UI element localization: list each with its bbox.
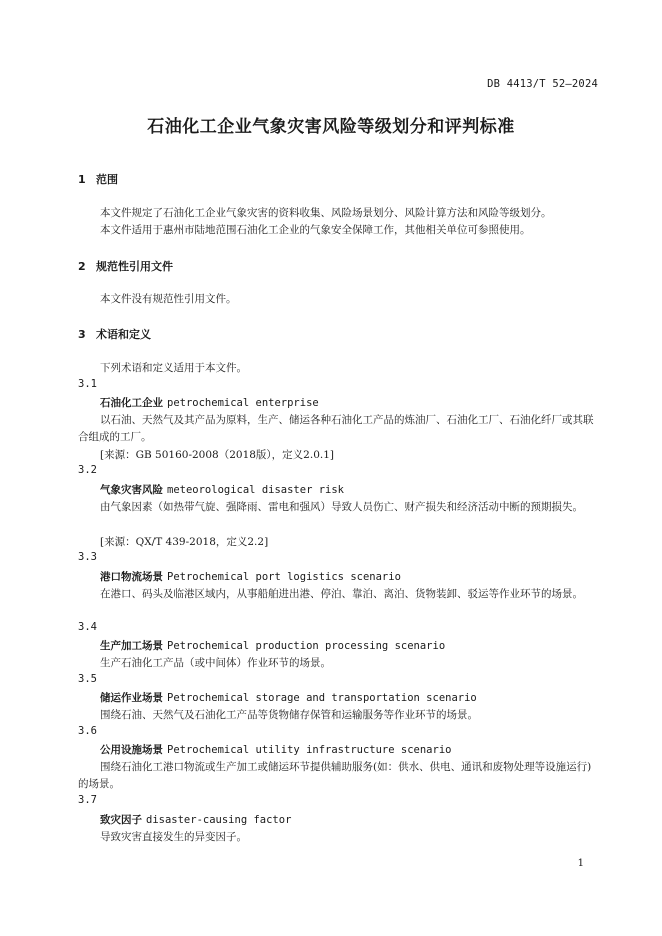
- section-number: 2: [78, 260, 86, 273]
- term-en: Petrochemical utility infrastructure scenario: [167, 744, 452, 756]
- term-definition: 由气象因素（如热带气旋、强降雨、雷电和强风）导致人员伤亡、财产损失和经济活动中断的预期损失。: [100, 501, 583, 513]
- section-1-heading: [78, 171, 118, 187]
- term-definition: 围绕石油、天然气及石油化工产品等货物储存保管和运输服务等作业环节的场景。: [100, 709, 478, 721]
- document-id: DB 4413/T 52—2024: [487, 78, 598, 90]
- term-zh: 致灾因子: [100, 814, 142, 826]
- paragraph: 本文件规定了石油化工企业气象灾害的资料收集、风险场景划分、风险计算方法和风险等级划分。: [100, 207, 552, 219]
- term-en: Petrochemical storage and transportation scenario: [167, 692, 477, 704]
- term-number: 3.2: [78, 464, 97, 476]
- term-heading: [100, 395, 319, 410]
- term-definition: 以石油、天然气及其产品为原料，生产、储运各种石油化工产品的炼油厂、石油化工厂、石油化纤厂或其联合组成的工厂。: [78, 414, 594, 443]
- term-definition: 在港口、码头及临港区域内，从事船舶进出港、停泊、靠泊、离泊、货物装卸、驳运等作业环节的场景。: [100, 588, 583, 600]
- section-title: 范围: [96, 173, 118, 186]
- term-zh: 石油化工企业: [100, 397, 163, 409]
- term-source: [来源：QX/T 439-2018，定义2.2]: [100, 536, 269, 548]
- section-2-heading: [78, 258, 173, 274]
- term-heading: [100, 569, 401, 584]
- term-heading: [100, 812, 291, 827]
- paragraph: 下列术语和定义适用于本文件。: [100, 362, 247, 374]
- term-en: Petrochemical port logistics scenario: [167, 571, 401, 583]
- term-en: meteorological disaster risk: [167, 484, 345, 496]
- term-zh: 生产加工场景: [100, 640, 163, 652]
- term-zh: 港口物流场景: [100, 571, 163, 583]
- term-heading: [100, 690, 477, 705]
- term-zh: 气象灾害风险: [100, 484, 163, 496]
- section-3-heading: [78, 326, 151, 342]
- section-number: 3: [78, 328, 86, 341]
- section-title: 规范性引用文件: [96, 260, 173, 273]
- term-number: 3.5: [78, 673, 97, 685]
- term-heading: [100, 742, 451, 757]
- paragraph: 本文件适用于惠州市陆地范围石油化工企业的气象安全保障工作，其他相关单位可参照使用。: [100, 224, 531, 236]
- term-en: Petrochemical production processing scenario: [167, 640, 446, 652]
- term-number: 3.4: [78, 621, 97, 633]
- term-zh: 公用设施场景: [100, 744, 163, 756]
- term-source: [来源：GB 50160-2008（2018版），定义2.0.1]: [100, 449, 334, 461]
- term-number: 3.1: [78, 378, 97, 390]
- page-number: 1: [577, 858, 584, 869]
- term-zh: 储运作业场景: [100, 692, 163, 704]
- term-definition: 导致灾害直接发生的异变因子。: [100, 831, 247, 843]
- paragraph: 本文件没有规范性引用文件。: [100, 293, 237, 305]
- term-en: petrochemical enterprise: [167, 397, 319, 409]
- term-en: disaster-causing factor: [146, 814, 292, 826]
- document-title: 石油化工企业气象灾害风险等级划分和评判标准: [147, 117, 515, 137]
- term-number: 3.3: [78, 551, 97, 563]
- term-number: 3.7: [78, 794, 97, 806]
- section-title: 术语和定义: [96, 328, 151, 341]
- term-number: 3.6: [78, 725, 97, 737]
- term-heading: [100, 482, 344, 497]
- term-definition: 围绕石油化工港口物流或生产加工或储运环节提供辅助服务(如：供水、供电、通讯和废物处理等设施运行)的场景。: [78, 761, 592, 790]
- term-heading: [100, 638, 445, 653]
- term-definition: 生产石油化工产品（或中间体）作业环节的场景。: [100, 657, 331, 669]
- section-number: 1: [78, 173, 86, 186]
